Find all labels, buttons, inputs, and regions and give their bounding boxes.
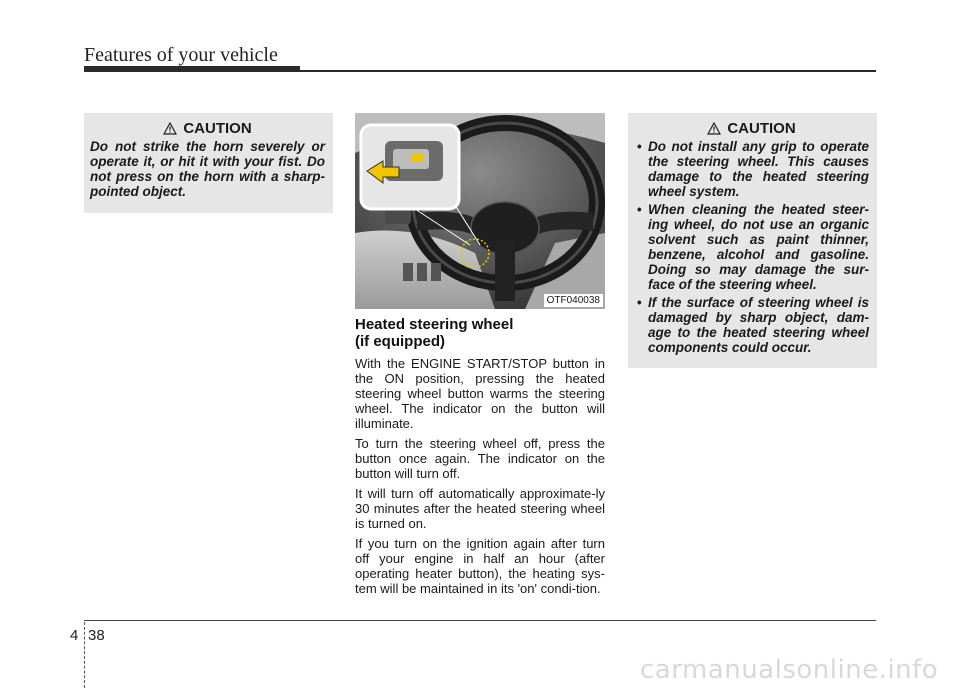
caution-box-heated-wheel [628, 113, 877, 368]
caution-list [634, 139, 869, 355]
caution-box-horn [84, 113, 333, 213]
steering-wheel-illustration [355, 113, 605, 309]
paragraph: With the ENGINE START/STOP button in the ON position, pressing the heated steering wheel button warms the steering wheel. The indicator on the button will illuminate. [355, 356, 605, 431]
paragraph: To turn the steering wheel off, press the button once again. The indicator on the button will turn off. [355, 436, 605, 481]
caution-item-text: When cleaning the heated steer-ing wheel, do not use an organic solvent such as paint thinner, benzene, alcohol and gasoline. Doing so may damage the sur-face of the steering wheel. [648, 202, 869, 292]
paragraph: If you turn on the ignition again after turn off your engine in half an hour (after operating heater button), the heating sys-tem will be maintained in its 'on' condi-tion. [355, 536, 605, 596]
caution-heading [634, 121, 869, 136]
caution-title: CAUTION [183, 120, 252, 137]
bullet: • [637, 295, 642, 310]
section-heading [355, 316, 605, 350]
section-heading-line1: Heated steering wheel [355, 316, 514, 333]
header-rule-thin [300, 70, 876, 72]
page-header-title: Features of your vehicle [84, 44, 278, 66]
caution-text: Do not strike the horn severely or operate it, or hit it with your fist. Do not press on the horn with a sharp-pointed object. [90, 139, 325, 199]
page-number: 38 [88, 627, 105, 644]
bullet: • [637, 139, 642, 154]
bullet: • [637, 202, 642, 217]
footer-rule [84, 620, 876, 621]
warning-triangle-icon [707, 122, 721, 135]
watermark: carmanualsonline.info [640, 655, 939, 685]
caution-heading [90, 121, 325, 136]
section-heading-line2: (if equipped) [355, 333, 445, 350]
caution-list-item [634, 139, 869, 199]
caution-item-text: Do not install any grip to operate the steering wheel. This causes damage to the heated steering wheel system. [648, 139, 869, 199]
paragraph: It will turn off automatically approximate-ly 30 minutes after the heated steering wheel is turned on. [355, 486, 605, 531]
caution-title: CAUTION [727, 120, 796, 137]
header-rule-thick [84, 66, 300, 72]
caution-item-text: If the surface of steering wheel is damaged by sharp object, dam-age to the heated steering wheel components could occur. [648, 295, 869, 355]
caution-list-item [634, 202, 869, 292]
heated-steering-section [355, 316, 605, 601]
caution-list-item [634, 295, 869, 355]
steering-wheel-figure [355, 113, 605, 309]
chapter-number: 4 [70, 627, 79, 644]
footer-divider [84, 622, 85, 688]
figure-code: OTF040038 [544, 294, 603, 307]
warning-triangle-icon [163, 122, 177, 135]
